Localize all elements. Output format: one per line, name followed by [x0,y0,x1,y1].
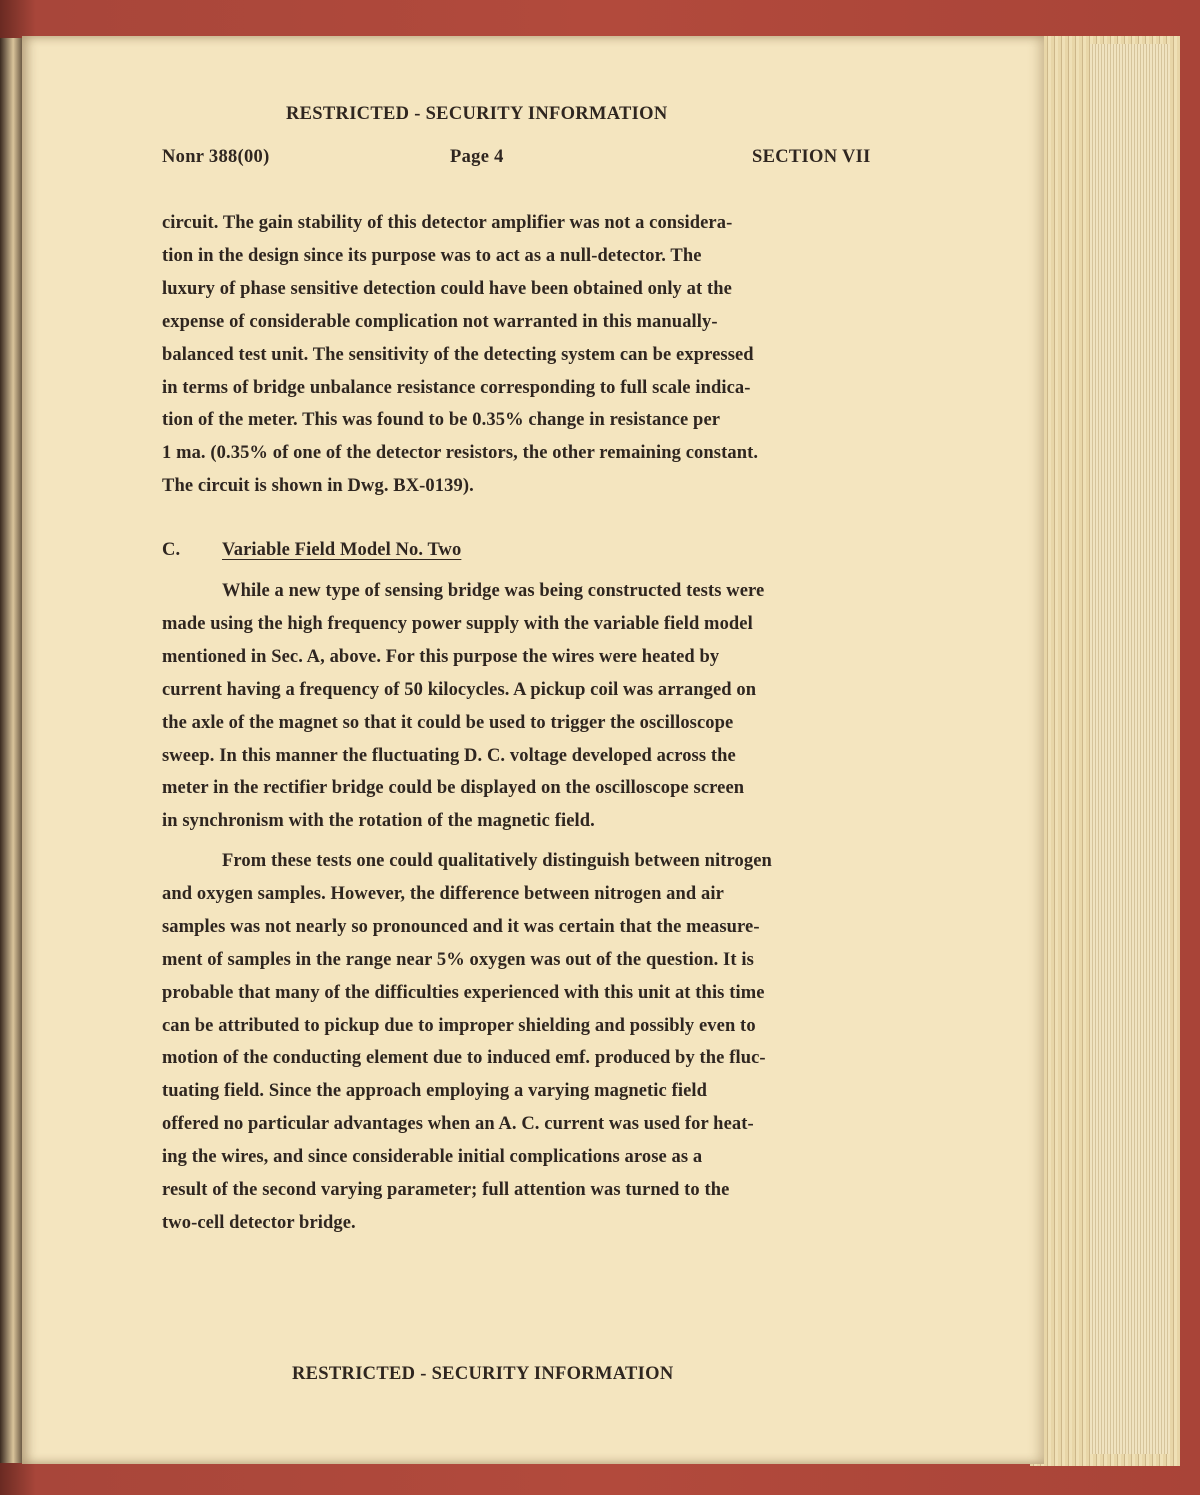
text-line: ing the wires, and since considerable initial complications arose as a [162,1147,703,1168]
text-line: sweep. In this manner the fluctuating D. C. voltage developed across the [162,745,736,766]
text-line: tuating field. Since the approach employing a varying magnetic field [162,1081,708,1102]
text-line: probable that many of the difficulties experienced with this unit at this time [162,982,765,1003]
page-edges-inner [1090,44,1170,1454]
text-line: meter in the rectifier bridge could be displayed on the oscilloscope screen [162,778,745,799]
text-line: samples was not nearly so pronounced and it was certain that the measure- [162,916,760,937]
text-line: From these tests one could qualitatively distinguish between nitrogen [222,851,772,871]
text-line: balanced test unit. The sensitivity of the detecting system can be expressed [162,344,754,365]
text-line: mentioned in Sec. A, above. For this purpose the wires were heated by [162,646,720,667]
footer-classification: RESTRICTED - SECURITY INFORMATION [292,1364,674,1384]
section-c-letter: C. [162,540,181,560]
text-line: and oxygen samples. However, the difference between nitrogen and air [162,883,724,904]
facing-page-edge [0,38,22,1463]
text-line: current having a frequency of 50 kilocycles. A pickup coil was arranged on [162,679,757,700]
text-line: can be attributed to pickup due to improper shielding and possibly even to [162,1015,756,1036]
text-line: ment of samples in the range near 5% oxygen was out of the question. It is [162,949,754,970]
text-line: motion of the conducting element due to induced emf. produced by the fluc- [162,1048,766,1069]
section-label: SECTION VII [752,147,871,167]
text-line: circuit. The gain stability of this detector amplifier was not a considera- [162,213,733,233]
text-line: The circuit is shown in Dwg. BX-0139). [162,476,474,497]
text-line: tion in the design since its purpose was to act as a null-detector. The [162,245,702,266]
text-line: result of the second varying parameter; full attention was turned to the [162,1180,730,1200]
contract-number: Nonr 388(00) [162,147,270,167]
text-line: While a new type of sensing bridge was being constructed tests were [222,581,765,601]
text-line: two-cell detector bridge. [162,1212,356,1233]
text-line: luxury of phase sensitive detection could have been obtained only at the [162,278,732,299]
text-line: made using the high frequency power supply with the variable field model [162,613,753,634]
text-line: tion of the meter. This was found to be 0.35% change in resistance per [162,410,721,431]
header-classification: RESTRICTED - SECURITY INFORMATION [286,104,668,124]
text-line: in synchronism with the rotation of the magnetic field. [162,811,595,832]
text-line: 1 ma. (0.35% of one of the detector resistors, the other remaining constant. [162,443,759,464]
page-number: Page 4 [450,147,504,167]
text-line: in terms of bridge unbalance resistance corresponding to full scale indica- [162,377,751,398]
text-line: expense of considerable complication not warranted in this manually- [162,311,718,332]
section-c-title: Variable Field Model No. Two [222,540,462,560]
text-line: offered no particular advantages when an A. C. current was used for heat- [162,1114,754,1135]
text-line: the axle of the magnet so that it could be used to trigger the oscilloscope [162,712,734,733]
